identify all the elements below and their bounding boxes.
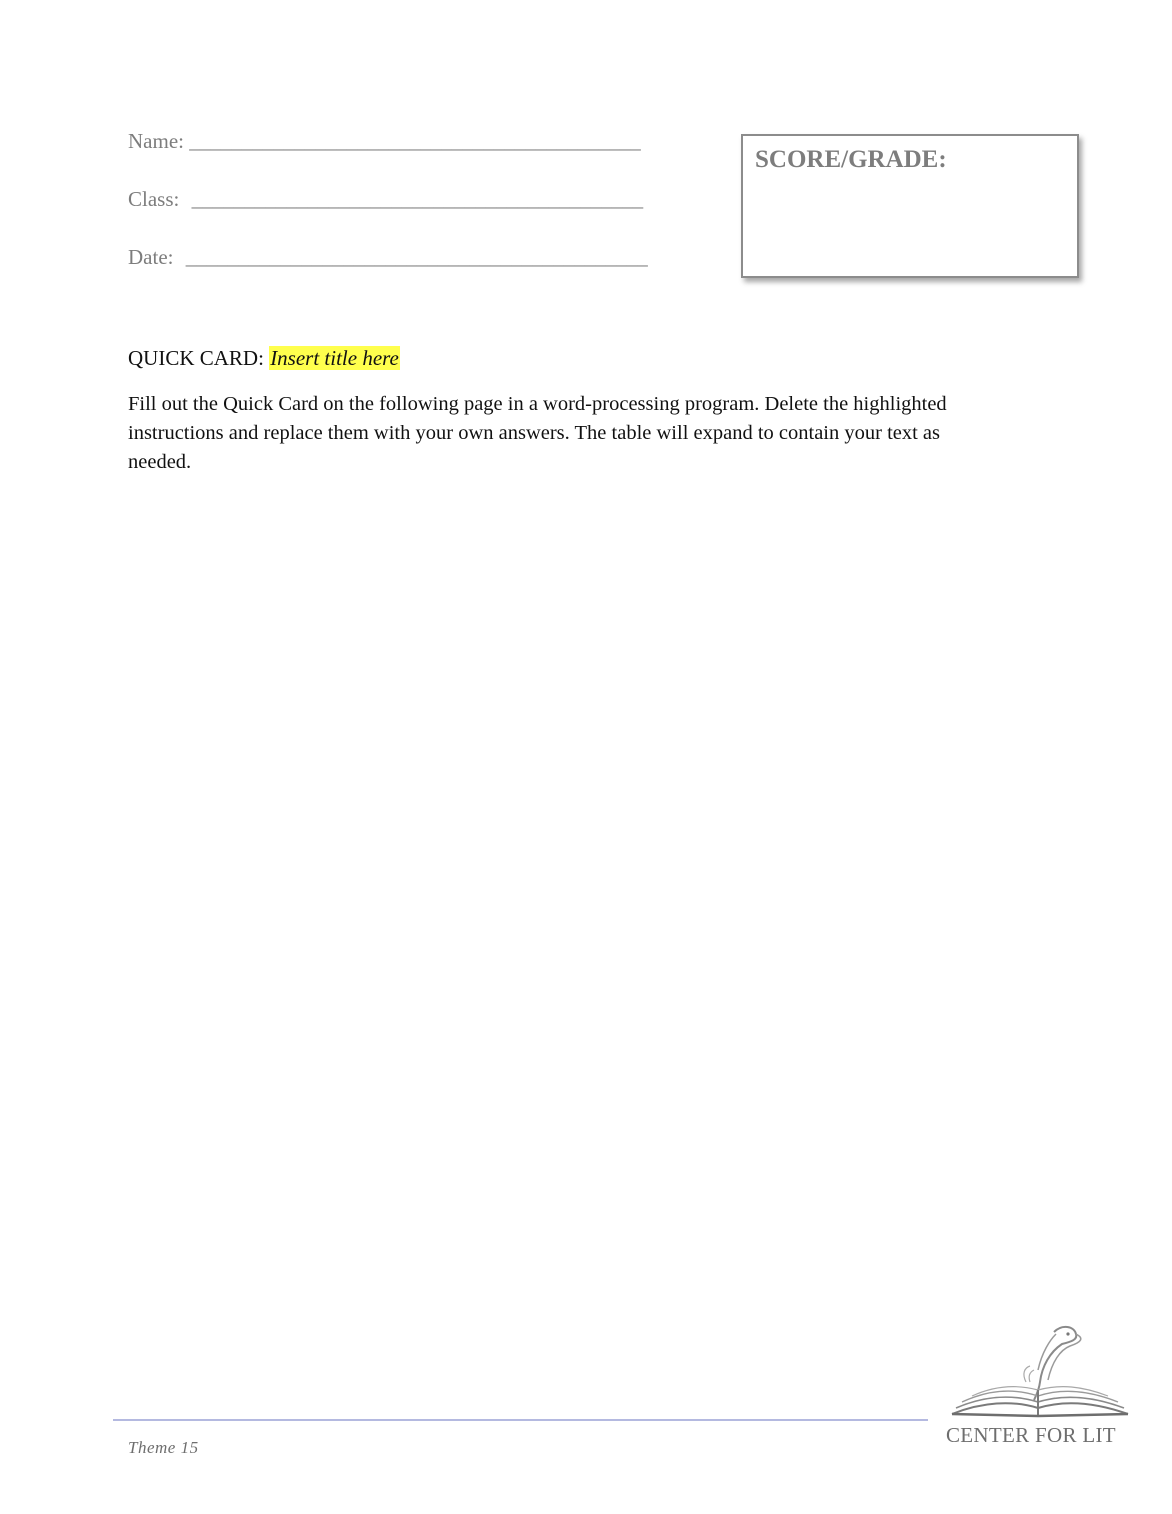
center-for-lit-logo [942,1322,1138,1452]
name-label: Name: [128,129,184,153]
pelican-book-icon [942,1322,1138,1422]
class-label: Class: [128,187,180,211]
quick-card-prefix: QUICK CARD: [128,346,270,370]
date-line[interactable]: ____________________________________________ [185,245,648,269]
instructions-paragraph: Fill out the Quick Card on the following page in a word-processing program. Delete the highlighted instructions and replace them with your own answers. The table will expand to contain your text as needed. [128,393,947,473]
score-grade-label: SCORE/GRADE: [755,146,947,173]
footer-divider [113,1419,928,1421]
class-field[interactable] [128,189,643,210]
name-line[interactable]: ___________________________________________ [189,129,641,153]
name-field[interactable] [128,131,641,152]
logo-text: CENTER FOR LIT [946,1423,1116,1447]
date-label: Date: [128,245,174,269]
footer-page-label: Theme 15 [128,1438,199,1457]
quick-card-highlight[interactable]: Insert title here [270,346,399,370]
score-grade-box [741,134,1079,278]
date-field[interactable] [128,247,648,268]
class-line[interactable]: ___________________________________________ [191,187,644,211]
quick-card-title [128,346,400,371]
